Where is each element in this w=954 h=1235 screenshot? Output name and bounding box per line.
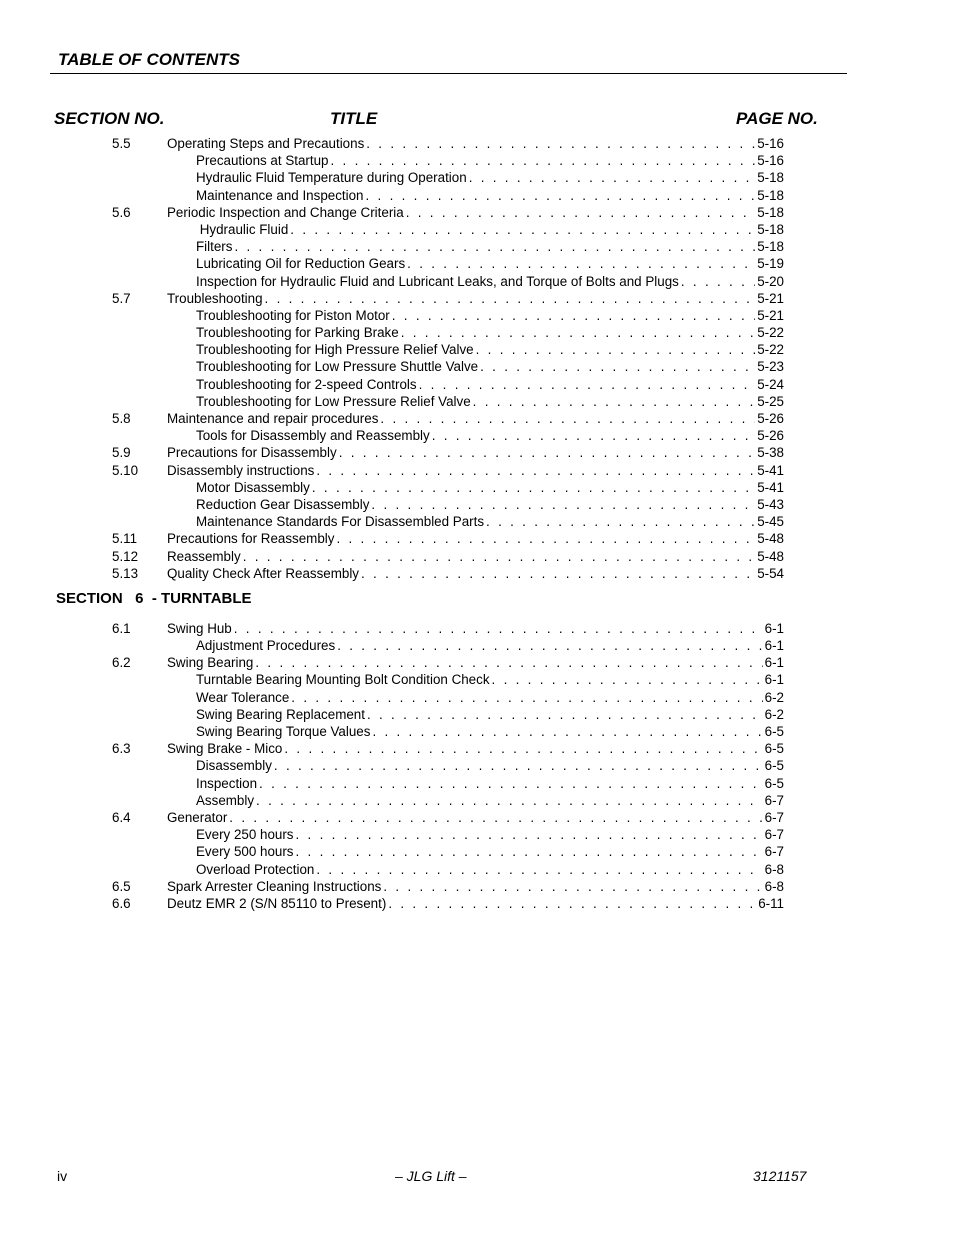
toc-entry-title[interactable]: Maintenance and repair procedures [167,411,379,426]
toc-entry-page[interactable]: 5-19 [757,256,784,272]
toc-entry-line [167,462,784,479]
toc-entry[interactable] [0,637,954,654]
toc-entry-title[interactable]: Generator [167,809,228,825]
toc-entry-line [196,843,784,860]
toc-entry-title[interactable]: Maintenance and Inspection [196,187,364,203]
toc-entry[interactable] [0,341,954,358]
toc-entry[interactable] [0,462,954,479]
toc-entry-page[interactable]: 6-1 [764,655,784,671]
dot-leader [469,169,756,186]
toc-entry-page[interactable]: 6-5 [764,724,784,739]
footer-page-number: iv [57,1168,68,1184]
toc-entry-page[interactable]: 5-54 [757,565,784,581]
toc-entry[interactable] [0,740,954,757]
toc-entry-number: 5.10 [112,462,139,478]
dot-leader [383,878,762,895]
toc-entry[interactable] [0,152,954,169]
toc-entry-line [196,393,784,410]
toc-entry-number: 6.4 [112,809,131,825]
toc-entry-page[interactable]: 6-8 [764,861,784,877]
toc-entry-page[interactable]: 5-26 [757,411,784,426]
toc-entry-line [167,530,784,547]
toc-entry-title[interactable]: Turntable Bearing Mounting Bolt Condition Check [196,672,490,688]
toc-entry-title[interactable]: Swing Brake - Mico [167,741,283,757]
column-header-title: TITLE [330,109,378,128]
toc-entry-number: 6.2 [112,655,131,671]
toc-entry-title[interactable]: Precautions for Reassembly [167,531,335,547]
dot-leader [367,706,763,723]
toc-entry-line [196,496,784,513]
toc-entry-title[interactable]: Swing Bearing [167,655,254,671]
dot-leader [406,204,755,221]
toc-entry[interactable] [0,273,954,290]
toc-entry[interactable] [0,410,954,427]
toc-entry-title[interactable]: Assembly [196,792,255,808]
toc-entry-line [167,878,784,895]
toc-entry-page[interactable]: 5-18 [757,204,784,220]
toc-entry-page[interactable]: 6-7 [764,844,784,860]
toc-entry-page[interactable]: 5-41 [757,462,784,478]
toc-entry-line [196,376,784,393]
toc-entry-line [167,204,784,221]
toc-entry[interactable] [0,427,954,444]
dot-leader [681,273,755,290]
toc-entry-page[interactable]: 6-2 [764,689,784,705]
toc-entry-line [167,654,784,671]
toc-entry[interactable] [0,792,954,809]
toc-entry-page[interactable]: 5-23 [757,359,784,375]
toc-entry-line [196,637,784,654]
dot-leader [255,654,762,671]
toc-entry-page[interactable]: 6-8 [764,878,784,894]
toc-entry-page[interactable]: 5-38 [757,445,784,461]
toc-entry[interactable] [0,444,954,461]
toc-entry[interactable] [0,376,954,393]
toc-entry-line [196,273,784,290]
toc-entry[interactable] [0,530,954,547]
dot-leader [265,290,756,307]
toc-entry[interactable] [0,221,954,238]
toc-entry-title[interactable]: Every 250 hours [196,827,294,843]
toc-entry-title[interactable]: Inspection for Hydraulic Fluid and Lubricant Leaks, and Torque of Bolts and Plugs [196,273,679,289]
toc-entry-title[interactable]: Adjustment Procedures [196,638,336,654]
toc-entry[interactable] [0,620,954,637]
toc-entry-number: 5.8 [112,411,131,426]
toc-entry-line [167,809,784,826]
toc-entry-line [196,255,784,272]
toc-entry-line [196,324,784,341]
dot-leader [229,809,762,826]
toc-entry-title[interactable]: Overload Protection [196,861,315,877]
toc-entry-line [196,307,784,324]
toc-entry-title[interactable]: Disassembly [196,758,272,774]
table-of-contents [0,135,954,912]
dot-leader [339,444,756,461]
toc-entry[interactable] [0,809,954,826]
toc-entry-number: 6.5 [112,878,131,894]
toc-entry-page[interactable]: 5-20 [757,273,784,289]
toc-entry-page[interactable]: 6-7 [764,827,784,843]
toc-entry[interactable] [0,654,954,671]
toc-entry-line [196,238,784,255]
column-header-page: PAGE NO. [736,109,818,128]
section-heading: SECTION 6 - TURNTABLE [56,589,252,607]
toc-entry-title[interactable]: Every 500 hours [196,844,294,860]
toc-entry-page[interactable]: 6-5 [764,758,784,774]
toc-entry-line [167,135,784,152]
toc-entry-line [167,620,784,637]
toc-entry-title[interactable]: Tools for Disassembly and Reassembly [196,428,430,444]
toc-entry[interactable] [0,169,954,186]
dot-leader [259,775,763,792]
dot-leader [234,620,763,637]
toc-entry-page[interactable]: 5-41 [757,479,784,495]
toc-entry-title[interactable]: Precautions for Disassembly [167,445,337,461]
toc-entry-page[interactable]: 6-1 [764,638,784,654]
toc-entry-line [196,513,784,530]
toc-entry-line [196,479,784,496]
toc-entry-line [196,723,784,740]
dot-leader [401,324,755,341]
toc-entry-line [196,671,784,688]
toc-entry-title[interactable]: Troubleshooting for 2-speed Controls [196,376,417,392]
toc-entry-line [167,548,784,565]
toc-entry-page[interactable]: 6-11 [758,895,784,911]
dot-leader [407,255,755,272]
toc-entry-line [167,565,784,582]
toc-entry-title[interactable]: Reduction Gear Disassembly [196,496,370,512]
toc-entry-line [167,740,784,757]
toc-entry-line [196,187,784,204]
toc-entry-page[interactable]: 5-26 [757,428,784,444]
toc-entry-title[interactable]: Reassembly [167,548,241,564]
dot-leader [296,843,763,860]
footer-doc-number: 3121157 [753,1168,807,1184]
dot-leader [291,689,762,706]
toc-entry[interactable] [0,671,954,688]
toc-entry-title[interactable]: Hydraulic Fluid Temperature during Operation [196,170,467,186]
footer-publisher: – JLG Lift – [395,1168,467,1184]
toc-entry[interactable] [0,689,954,706]
dot-leader [316,462,755,479]
toc-entry-title[interactable]: Swing Bearing Replacement [196,706,365,722]
toc-entry-title[interactable]: Disassembly instructions [167,462,315,478]
toc-entry[interactable] [0,565,954,582]
dot-leader [361,565,755,582]
toc-entry-line [196,341,784,358]
toc-entry-page[interactable]: 5-48 [757,548,784,564]
toc-entry-line [196,358,784,375]
dot-leader [243,548,756,565]
toc-entry-title[interactable]: Swing Hub [167,620,232,636]
toc-entry-line [196,152,784,169]
toc-entry[interactable] [0,843,954,860]
toc-entry-page[interactable]: 5-18 [757,187,784,203]
toc-entry[interactable] [0,878,954,895]
dot-leader [366,187,756,204]
toc-entry-page[interactable]: 6-1 [764,620,784,636]
toc-entry-title[interactable]: Precautions at Startup [196,153,329,169]
toc-entry-title[interactable]: Filters [196,239,233,255]
toc-entry-line [196,826,784,843]
toc-entry-line [196,775,784,792]
toc-entry[interactable] [0,204,954,221]
dot-leader [296,826,763,843]
toc-entry-title[interactable]: Troubleshooting for High Pressure Relief Valve [196,342,474,358]
dot-leader [388,895,756,912]
toc-entry[interactable] [0,135,954,152]
dot-leader [256,792,763,809]
toc-entry-page[interactable]: 5-16 [757,153,784,169]
toc-entry-page[interactable]: 5-18 [757,221,784,237]
toc-entry-number: 5.5 [112,136,131,151]
toc-entry-page[interactable]: 5-48 [757,531,784,547]
toc-entry-line [196,861,784,878]
toc-entry-page[interactable]: 5-43 [757,496,784,512]
toc-entry[interactable] [0,775,954,792]
toc-entry-number: 5.9 [112,445,131,461]
dot-leader [312,479,755,496]
dot-leader [372,723,762,740]
toc-entry-page[interactable]: 5-22 [757,342,784,358]
toc-entry-line [167,895,784,912]
toc-entry-title[interactable]: Swing Bearing Torque Values [196,724,371,739]
toc-entry[interactable] [0,479,954,496]
toc-entry-title[interactable]: Lubricating Oil for Reduction Gears [196,256,406,272]
toc-entry[interactable] [0,895,954,912]
toc-entry-line [167,410,784,427]
toc-entry[interactable] [0,757,954,774]
toc-entry-number: 5.13 [112,565,139,581]
toc-entry-title[interactable]: Wear Tolerance [196,689,290,705]
toc-entry-page[interactable]: 5-21 [757,307,784,323]
toc-entry[interactable] [0,393,954,410]
toc-entry-title[interactable]: Troubleshooting for Low Pressure Shuttle Valve [196,359,479,375]
toc-entry-page[interactable]: 6-5 [764,741,784,757]
dot-leader [284,740,762,757]
toc-entry-title[interactable]: Inspection [196,775,258,791]
toc-entry-number: 5.11 [112,531,138,547]
toc-entry-page[interactable]: 5-18 [757,170,784,186]
dot-leader [274,757,763,774]
dot-leader [331,152,756,169]
toc-entry-page[interactable]: 5-21 [757,290,784,306]
toc-entry-line [196,427,784,444]
toc-entry[interactable] [0,324,954,341]
dot-leader [392,307,755,324]
dot-leader [473,393,756,410]
toc-entry-title[interactable]: Troubleshooting for Piston Motor [196,307,390,323]
toc-entry-title[interactable]: Troubleshooting [167,290,263,306]
toc-entry-title[interactable]: Quality Check After Reassembly [167,565,360,581]
toc-entry[interactable] [0,548,954,565]
toc-entry[interactable] [0,706,954,723]
toc-entry-page[interactable]: 5-16 [757,136,784,151]
header-rule [50,73,847,74]
column-header-section: SECTION NO. [54,109,165,128]
toc-entry-line [196,689,784,706]
toc-entry-number: 6.1 [112,620,131,636]
dot-leader [316,861,762,878]
toc-entry-number: 5.12 [112,548,139,564]
toc-entry-line [196,792,784,809]
toc-entry[interactable] [0,723,954,740]
toc-entry-page[interactable]: 6-5 [764,775,784,791]
toc-entry-title[interactable]: Periodic Inspection and Change Criteria [167,204,404,220]
toc-entry[interactable] [0,358,954,375]
toc-entry-title[interactable]: Maintenance Standards For Disassembled Parts [196,514,485,530]
page-header-title: TABLE OF CONTENTS [58,50,240,69]
toc-entry[interactable] [0,187,954,204]
toc-entry-page[interactable]: 5-18 [757,239,784,255]
toc-entry-title[interactable]: Motor Disassembly [196,479,310,495]
toc-entry-line [196,221,784,238]
toc-entry-title[interactable]: Hydraulic Fluid [196,221,289,237]
toc-entry-page[interactable]: 6-2 [764,706,784,722]
toc-entry-number: 6.3 [112,741,131,757]
toc-entry-title[interactable]: Spark Arrester Cleaning Instructions [167,878,382,894]
toc-entry[interactable] [0,826,954,843]
toc-entry[interactable] [0,496,954,513]
toc-entry[interactable] [0,238,954,255]
dot-leader [476,341,756,358]
dot-leader [290,221,755,238]
dot-leader [371,496,755,513]
dot-leader [366,135,755,152]
dot-leader [480,358,755,375]
toc-entry-line [196,169,784,186]
toc-entry-line [167,290,784,307]
toc-entry-line [196,706,784,723]
toc-entry-title[interactable]: Deutz EMR 2 (S/N 85110 to Present) [167,895,387,911]
dot-leader [492,671,763,688]
toc-entry-page[interactable]: 6-7 [764,809,784,825]
toc-entry-line [196,757,784,774]
dot-leader [234,238,755,255]
toc-entry-page[interactable]: 5-25 [757,393,784,409]
toc-entry-page[interactable]: 6-1 [764,672,784,688]
dot-leader [337,637,762,654]
toc-entry-page[interactable]: 6-7 [764,792,784,808]
toc-entry-page[interactable]: 5-22 [757,325,784,341]
toc-entry-line [167,444,784,461]
dot-leader [380,410,755,427]
toc-entry[interactable] [0,307,954,324]
toc-entry-number: 5.6 [112,204,131,220]
toc-entry-number: 5.7 [112,290,131,306]
toc-entry-page[interactable]: 5-45 [757,514,784,530]
toc-entry[interactable] [0,861,954,878]
toc-entry[interactable] [0,513,954,530]
section-heading-row [0,582,954,620]
toc-entry[interactable] [0,255,954,272]
dot-leader [336,530,755,547]
toc-entry-title[interactable]: Operating Steps and Precautions [167,136,365,151]
toc-entry-title[interactable]: Troubleshooting for Parking Brake [196,325,399,341]
dot-leader [486,513,755,530]
toc-entry-number: 6.6 [112,895,131,911]
toc-entry[interactable] [0,290,954,307]
toc-entry-page[interactable]: 5-24 [757,376,784,392]
dot-leader [432,427,756,444]
toc-entry-title[interactable]: Troubleshooting for Low Pressure Relief Valve [196,393,471,409]
dot-leader [419,376,756,393]
